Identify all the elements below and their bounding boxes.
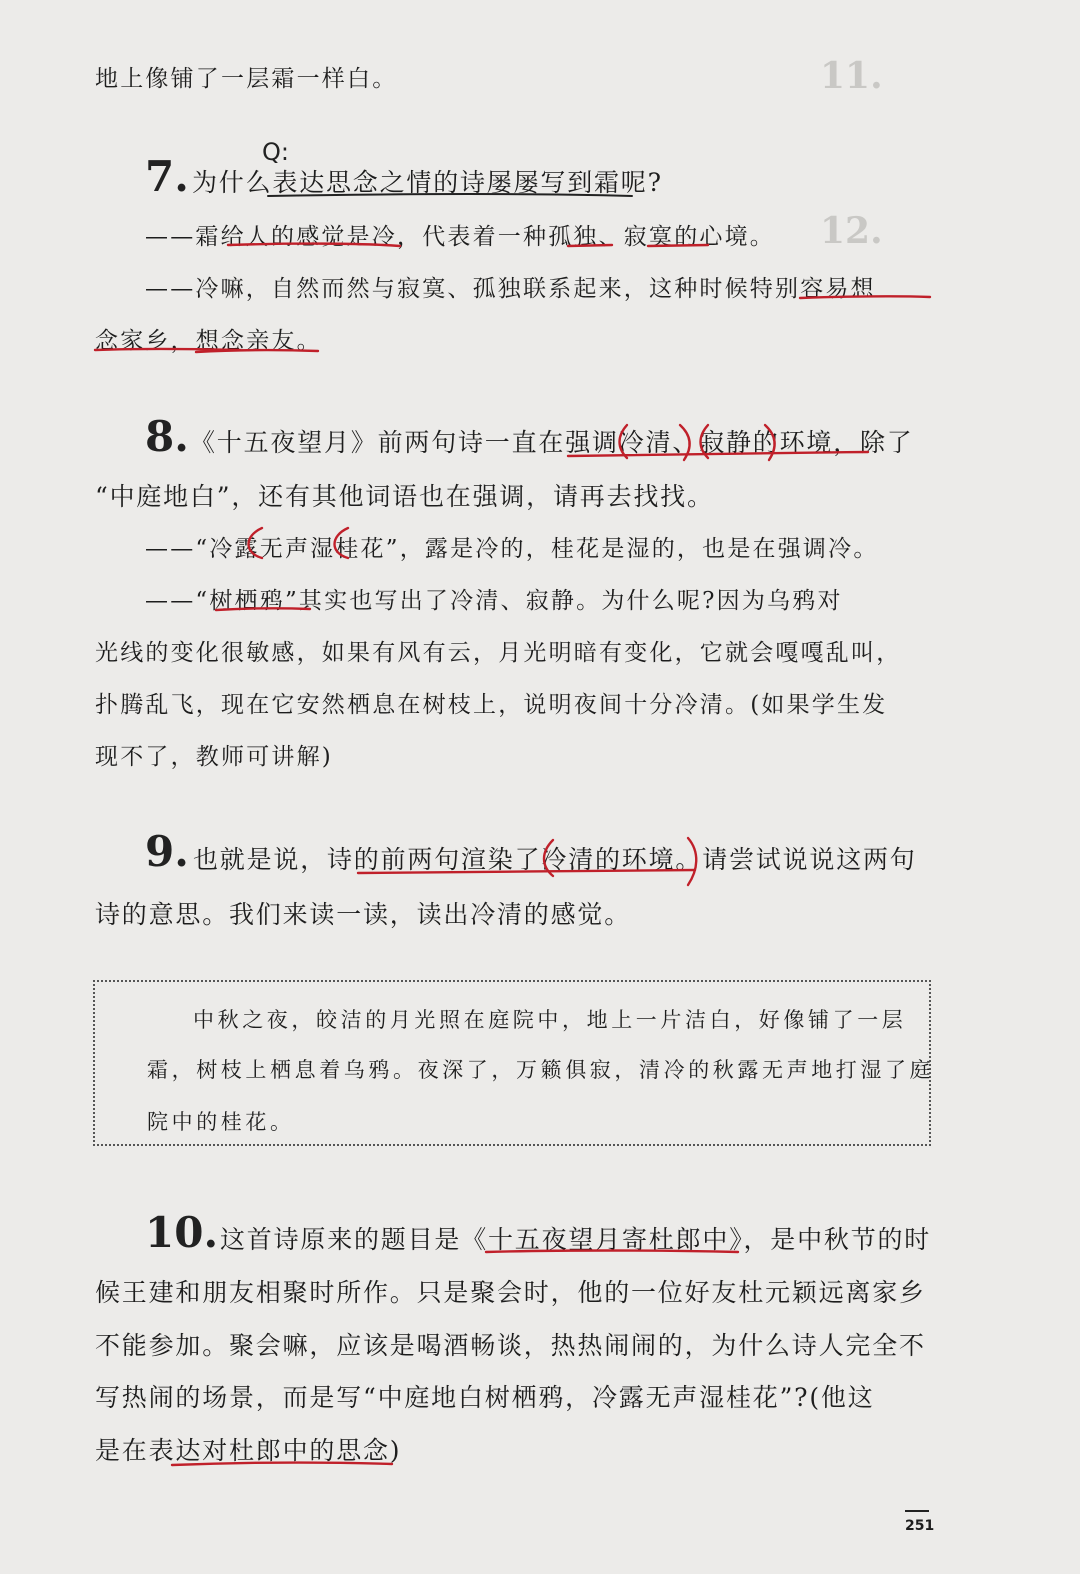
question-10-text: 这首诗原来的题目是《十五夜望月寄杜郎中》，是中秋节的时 bbox=[220, 1225, 932, 1254]
question-10-text-cont: 不能参加。聚会嘛，应该是喝酒畅谈，热热闹闹的，为什么诗人完全不 bbox=[95, 1331, 926, 1360]
q7-answer-1: ——霜给人的感觉是冷，代表着一种孤独、寂寞的心境。 bbox=[145, 224, 775, 250]
q8-answer-1: ——“冷露无声湿桂花”，露是冷的，桂花是湿的，也是在强调冷。 bbox=[145, 536, 879, 562]
q7-answer-2-cont: 念家乡，想念亲友。 bbox=[95, 328, 322, 354]
q8-answer-2-cont: 扑腾乱飞，现在它安然栖息在树枝上，说明夜间十分冷清。(如果学生发 bbox=[95, 692, 888, 718]
question-10-text-cont: 写热闹的场景，而是写“中庭地白树栖鸦，冷露无声湿桂花”?(他这 bbox=[95, 1383, 875, 1412]
question-number-7: 7. bbox=[145, 152, 189, 201]
q8-answer-2: ——“树栖鸦”其实也写出了冷清、寂静。为什么呢?因为乌鸦对 bbox=[145, 588, 843, 614]
question-8-text-cont: “中庭地白”，还有其他词语也在强调，请再去找找。 bbox=[95, 482, 714, 511]
q7-answer-2: ——冷嘛，自然而然与寂寞、孤独联系起来，这种时候特别容易想 bbox=[145, 276, 876, 302]
translation-line: 霜，树枝上栖息着乌鸦。夜深了，万籁俱寂，清冷的秋露无声地打湿了庭 bbox=[147, 1058, 935, 1082]
question-10-text-cont: 是在表达对杜郎中的思念) bbox=[95, 1436, 402, 1465]
bleed-through-text: 11. bbox=[820, 55, 883, 97]
translation-line: 院中的桂花。 bbox=[147, 1110, 295, 1134]
question-7-text: 为什么表达思念之情的诗屡屡写到霜呢? bbox=[192, 168, 663, 197]
translation-box bbox=[93, 980, 935, 1146]
question-10-text-cont: 候王建和朋友相聚时所作。只是聚会时，他的一位好友杜元颖远离家乡 bbox=[95, 1278, 926, 1307]
question-9-text-cont: 诗的意思。我们来读一读，读出冷清的感觉。 bbox=[95, 900, 632, 929]
translation-line: 中秋之夜，皎洁的月光照在庭院中，地上一片洁白，好像铺了一层 bbox=[193, 1008, 907, 1032]
intro-line: 地上像铺了一层霜一样白。 bbox=[95, 66, 398, 92]
page-number: 251 bbox=[905, 1518, 935, 1534]
q8-answer-2-cont: 光线的变化很敏感，如果有风有云，月光明暗有变化，它就会嘎嘎乱叫， bbox=[95, 640, 902, 666]
question-8-text: 《十五夜望月》前两句诗一直在强调冷清、寂静的环境，除了 bbox=[190, 428, 914, 457]
question-number-8: 8. bbox=[145, 412, 189, 461]
question-9-text: 也就是说，诗的前两句渲染了冷清的环境。请尝试说说这两句 bbox=[193, 845, 917, 874]
page-number-rule bbox=[905, 1510, 929, 1512]
bleed-through-text: 12. bbox=[820, 210, 883, 252]
q8-answer-2-cont: 现不了，教师可讲解) bbox=[95, 744, 333, 770]
question-number-10: 10. bbox=[145, 1208, 219, 1257]
handwritten-q-mark: Q: bbox=[262, 138, 289, 166]
question-number-9: 9. bbox=[145, 827, 189, 876]
